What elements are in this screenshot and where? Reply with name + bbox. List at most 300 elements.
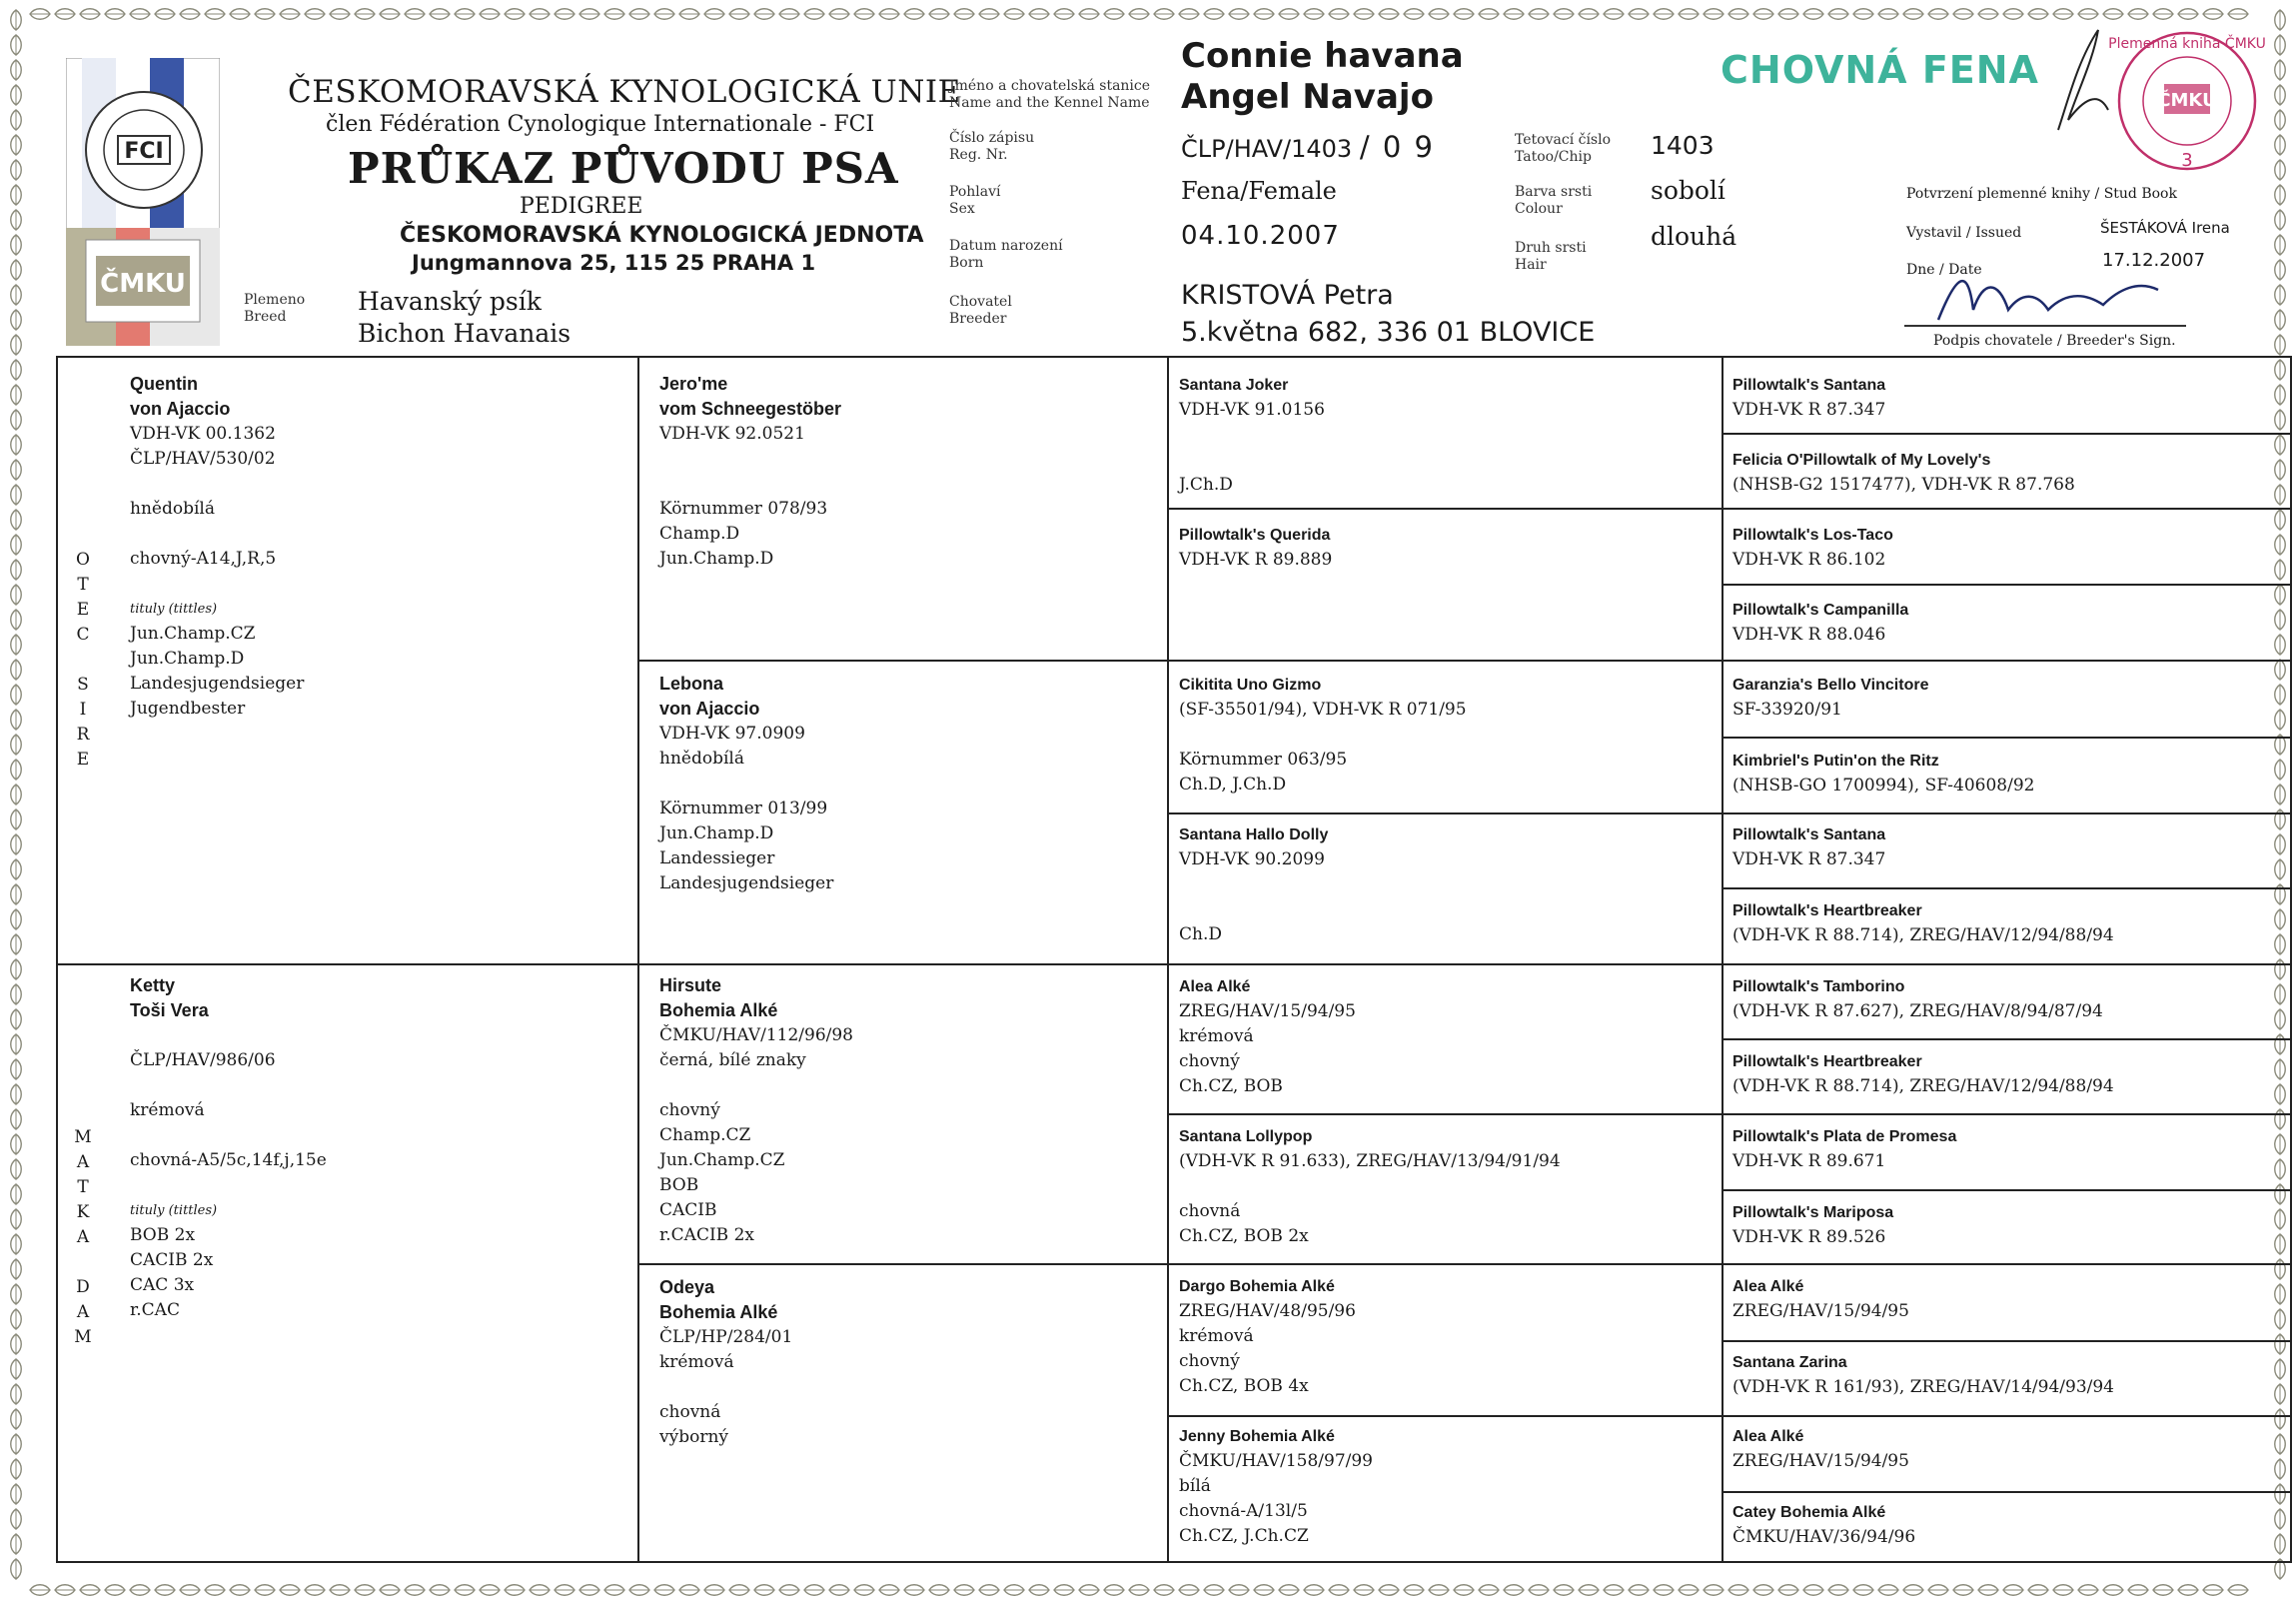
gen4-cell-12: Alea Alké ZREG/HAV/15/94/95 <box>1732 1278 1909 1321</box>
studbook-confirm-label: Potvrzení plemenné knihy / Stud Book <box>1906 186 2177 202</box>
border-leaf <box>355 9 375 20</box>
gen4-cell-5: Kimbriel's Putin'on the Ritz (NHSB-GO 1700994), SF-40608/92 <box>1732 753 2035 796</box>
side-label-otec: O T E C S I R E <box>76 550 90 770</box>
border-leaf <box>2203 1585 2223 1596</box>
border-leaf <box>180 1585 200 1596</box>
border-leaf <box>11 585 22 605</box>
divider-gen4-4 <box>1722 887 2292 889</box>
border-leaf <box>11 1409 22 1429</box>
border-leaf <box>1154 9 1174 20</box>
border-leaf <box>380 1585 400 1596</box>
border-leaf <box>11 1459 22 1479</box>
border-leaf <box>11 1084 22 1104</box>
border-leaf <box>11 884 22 904</box>
tattoo-value: 1403 <box>1651 131 1715 160</box>
border-leaf <box>11 310 22 330</box>
gen4-cell-14: Alea Alké ZREG/HAV/15/94/95 <box>1732 1428 1909 1471</box>
hair-value: dlouhá <box>1651 222 1737 251</box>
border-leaf <box>1903 9 1923 20</box>
fci-cmku-logo <box>66 58 220 346</box>
border-leaf <box>80 9 100 20</box>
dog-name: Connie havana Angel Navajo <box>1181 36 1464 117</box>
gen3-cell-3: Santana Hallo Dolly VDH-VK 90.2099 Ch.D <box>1179 826 1329 944</box>
border-leaf <box>330 1585 350 1596</box>
border-leaf <box>11 285 22 305</box>
divider-gen2-b <box>637 1263 2292 1265</box>
border-leaf <box>555 1585 574 1596</box>
border-leaf <box>629 1585 649 1596</box>
border-leaf <box>2028 9 2048 20</box>
border-leaf <box>11 60 22 80</box>
gen4-cell-13: Santana Zarina (VDH-VK R 161/93), ZREG/HAV/14/94/93/94 <box>1732 1354 2115 1397</box>
border-leaf <box>305 9 325 20</box>
svg-text:ČMKU: ČMKU <box>2157 90 2217 111</box>
border-leaf <box>11 385 22 405</box>
gen4-cell-8: Pillowtalk's Tamborino (VDH-VK R 87.627), ZREG/HAV/8/94/87/94 <box>1732 978 2103 1021</box>
border-leaf <box>1379 9 1399 20</box>
border-leaf <box>11 85 22 105</box>
border-leaf <box>1304 1585 1324 1596</box>
org-name: ČESKOMORAVSKÁ KYNOLOGICKÁ UNIE <box>288 74 961 110</box>
border-leaf <box>11 809 22 829</box>
border-leaf <box>1853 1585 1873 1596</box>
border-leaf <box>11 360 22 380</box>
border-leaf <box>355 1585 375 1596</box>
gen4-cell-9: Pillowtalk's Heartbreaker (VDH-VK R 88.714), ZREG/HAV/12/94/88/94 <box>1732 1053 2114 1096</box>
dog-born: 04.10.2007 <box>1181 221 1340 251</box>
border-leaf <box>11 834 22 854</box>
border-leaf <box>1728 1585 1748 1596</box>
border-leaf <box>2275 285 2286 305</box>
border-leaf <box>1579 9 1599 20</box>
border-leaf <box>1454 1585 1474 1596</box>
border-leaf <box>2275 110 2286 130</box>
border-leaf <box>1828 1585 1848 1596</box>
border-leaf <box>30 1585 50 1596</box>
border-leaf <box>1704 1585 1723 1596</box>
border-leaf <box>230 9 250 20</box>
border-leaf <box>11 535 22 555</box>
border-leaf <box>654 1585 674 1596</box>
border-leaf <box>55 1585 75 1596</box>
org-unit: ČESKOMORAVSKÁ KYNOLOGICKÁ JEDNOTA <box>400 223 924 248</box>
divider-gen1 <box>637 356 639 1563</box>
border-leaf <box>1928 9 1948 20</box>
border-leaf <box>430 9 450 20</box>
gen4-cell-15: Catey Bohemia Alké ČMKU/HAV/36/94/96 <box>1732 1504 1916 1547</box>
border-leaf <box>1953 1585 1973 1596</box>
border-leaf <box>1978 9 1998 20</box>
signature-label: Podpis chovatele / Breeder's Sign. <box>1933 333 2176 349</box>
border-leaf <box>1029 9 1049 20</box>
doc-title: PRŮKAZ PŮVODU PSA <box>348 144 899 193</box>
border-leaf <box>2153 1585 2173 1596</box>
gen3-cell-7: Jenny Bohemia Alké ČMKU/HAV/158/97/99 bílá chovná-A/13l/5 Ch.CZ, J.Ch.CZ <box>1179 1428 1373 1546</box>
border-leaf <box>979 9 999 20</box>
border-leaf <box>954 9 974 20</box>
breeder-label: Chovatel Breeder <box>949 294 1012 327</box>
border-leaf <box>11 410 22 430</box>
studbook-seal <box>2108 28 2266 174</box>
issued-label: Vystavil / Issued <box>1906 225 2022 241</box>
border-leaf <box>579 9 599 20</box>
breeder-signature <box>1928 250 2168 330</box>
border-leaf <box>1179 1585 1199 1596</box>
border-leaf <box>2103 9 2123 20</box>
border-leaf <box>11 560 22 580</box>
gen3-cell-5: Santana Lollypop (VDH-VK R 91.633), ZREG/HAV/13/94/91/94 chovná Ch.CZ, BOB 2x <box>1179 1128 1561 1246</box>
border-leaf <box>480 1585 500 1596</box>
border-leaf <box>1654 1585 1674 1596</box>
border-leaf <box>2053 1585 2073 1596</box>
gen3-cell-4: Alea Alké ZREG/HAV/15/94/95 krémová chovný Ch.CZ, BOB <box>1179 978 1356 1096</box>
border-leaf <box>11 934 22 954</box>
border-leaf <box>1129 1585 1149 1596</box>
border-leaf <box>11 460 22 480</box>
sex-label: Pohlaví Sex <box>949 184 1001 217</box>
gen3-cell-6: Dargo Bohemia Alké ZREG/HAV/48/95/96 krémová chovný Ch.CZ, BOB 4x <box>1179 1278 1356 1396</box>
border-leaf <box>380 9 400 20</box>
divider-gen3-4 <box>1167 1415 2292 1417</box>
issued-by: ŠESTÁKOVÁ Irena <box>2100 219 2230 237</box>
border-leaf <box>929 9 949 20</box>
border-leaf <box>530 9 550 20</box>
border-leaf <box>779 9 799 20</box>
border-leaf <box>1978 1585 1998 1596</box>
border-leaf <box>2103 1585 2123 1596</box>
border-leaf <box>629 9 649 20</box>
border-leaf <box>2078 1585 2098 1596</box>
logo-fci-text: FCI <box>124 139 164 164</box>
border-leaf <box>679 9 699 20</box>
border-leaf <box>854 9 874 20</box>
border-leaf <box>2275 60 2286 80</box>
border-leaf <box>11 10 22 30</box>
border-leaf <box>155 9 175 20</box>
reg-number: ČLP/HAV/1403 / 0 9 <box>1181 130 1435 164</box>
border-leaf <box>1229 9 1249 20</box>
border-leaf <box>11 185 22 205</box>
issue-date: 17.12.2007 <box>2102 250 2206 271</box>
border-leaf <box>1704 9 1723 20</box>
border-leaf <box>505 9 525 20</box>
divider-gen3 <box>1722 356 1723 1563</box>
border-leaf <box>879 1585 899 1596</box>
border-leaf <box>1803 9 1823 20</box>
border-leaf <box>11 160 22 180</box>
border-leaf <box>1354 1585 1374 1596</box>
border-leaf <box>1404 9 1424 20</box>
border-leaf <box>11 435 22 455</box>
border-leaf <box>255 1585 275 1596</box>
border-leaf <box>1853 9 1873 20</box>
border-leaf <box>480 9 500 20</box>
border-leaf <box>280 1585 300 1596</box>
gen2-cell-3: Odeya Bohemia Alké ČLP/HP/284/01 krémová chovná výborný <box>659 1277 793 1447</box>
border-leaf <box>779 1585 799 1596</box>
border-leaf <box>305 1585 325 1596</box>
border-leaf <box>804 1585 824 1596</box>
border-leaf <box>2028 1585 2048 1596</box>
border-leaf <box>2128 1585 2148 1596</box>
border-leaf <box>1679 1585 1699 1596</box>
border-leaf <box>1304 9 1324 20</box>
border-leaf <box>430 1585 450 1596</box>
border-leaf <box>1778 1585 1798 1596</box>
divider-gen4-7 <box>1722 1340 2292 1342</box>
border-leaf <box>2275 160 2286 180</box>
divider-sire-dam <box>56 963 2292 965</box>
name-label: Jméno a chovatelská stanice Name and the Kennel Name <box>949 78 1151 111</box>
border-leaf <box>1204 9 1224 20</box>
border-leaf <box>1254 9 1274 20</box>
border-leaf <box>505 1585 525 1596</box>
border-leaf <box>11 610 22 630</box>
divider-gen2-a <box>637 660 2292 662</box>
border-leaf <box>2153 9 2173 20</box>
breeding-female-stamp: CHOVNÁ FENA <box>1721 48 2039 92</box>
border-leaf <box>1604 9 1624 20</box>
breeder-info: KRISTOVÁ Petra 5.května 682, 336 01 BLOVICE <box>1181 280 1596 348</box>
border-leaf <box>1629 1585 1649 1596</box>
border-leaf <box>11 1284 22 1304</box>
border-leaf <box>1753 9 1773 20</box>
border-leaf <box>11 1334 22 1354</box>
border-leaf <box>11 210 22 230</box>
border-leaf <box>11 660 22 680</box>
border-leaf <box>2228 1585 2248 1596</box>
hair-label: Druh srsti Hair <box>1515 240 1587 273</box>
border-leaf <box>130 1585 150 1596</box>
border-leaf <box>11 1184 22 1204</box>
divider-gen2 <box>1167 356 1169 1563</box>
seal-number: 3 <box>2181 150 2193 171</box>
border-leaf <box>11 260 22 280</box>
border-leaf <box>2053 9 2073 20</box>
divider-gen4-3 <box>1722 737 2292 739</box>
dog-sex: Fena/Female <box>1181 177 1337 205</box>
gen3-cell-2: Cikitita Uno Gizmo (SF-35501/94), VDH-VK R 071/95 Körnummer 063/95 Ch.D, J.Ch.D <box>1179 677 1467 795</box>
border-leaf <box>1554 1585 1574 1596</box>
border-leaf <box>55 9 75 20</box>
border-leaf <box>1229 1585 1249 1596</box>
border-leaf <box>604 1585 624 1596</box>
divider-gen4-5 <box>1722 1038 2292 1040</box>
border-leaf <box>11 135 22 155</box>
divider-gen3-1 <box>1167 508 2292 510</box>
border-leaf <box>205 1585 225 1596</box>
border-leaf <box>829 9 849 20</box>
border-leaf <box>11 1259 22 1279</box>
border-leaf <box>1279 9 1299 20</box>
border-leaf <box>1104 9 1124 20</box>
border-leaf <box>1004 9 1024 20</box>
border-leaf <box>11 1534 22 1554</box>
border-leaf <box>1204 1585 1224 1596</box>
border-leaf <box>555 9 574 20</box>
gen3-cell-0: Santana Joker VDH-VK 91.0156 J.Ch.D <box>1179 377 1325 495</box>
border-leaf <box>1129 9 1149 20</box>
border-leaf <box>1953 9 1973 20</box>
border-leaf <box>11 1309 22 1329</box>
border-leaf <box>904 1585 924 1596</box>
border-leaf <box>654 9 674 20</box>
colour-value: sobolí <box>1651 176 1725 205</box>
dam-cell: Ketty Toši Vera ČLP/HAV/986/06 krémová chovná-A5/5c,14f,j,15e tituly (tittles) BOB 2x CACIB 2x CAC 3x r.CAC <box>130 975 327 1320</box>
border-leaf <box>579 1585 599 1596</box>
border-leaf <box>205 9 225 20</box>
border-leaf <box>11 984 22 1004</box>
gen2-cell-0: Jero'me vom Schneegestöber VDH-VK 92.0521 Körnummer 078/93 Champ.D Jun.Champ.D <box>659 374 842 569</box>
border-leaf <box>80 1585 100 1596</box>
border-leaf <box>2275 135 2286 155</box>
border-leaf <box>2128 9 2148 20</box>
border-leaf <box>11 1059 22 1079</box>
border-leaf <box>11 1384 22 1404</box>
divider-gen3-2 <box>1167 812 2292 814</box>
border-leaf <box>804 9 824 20</box>
border-leaf <box>11 635 22 655</box>
border-leaf <box>11 959 22 979</box>
gen4-cell-11: Pillowtalk's Mariposa VDH-VK R 89.526 <box>1732 1204 1894 1247</box>
border-leaf <box>2078 9 2098 20</box>
gen4-cell-6: Pillowtalk's Santana VDH-VK R 87.347 <box>1732 826 1886 869</box>
border-leaf <box>180 9 200 20</box>
gen3-cell-1: Pillowtalk's Querida VDH-VK R 89.889 <box>1179 527 1333 570</box>
gen4-cell-2: Pillowtalk's Los-Taco VDH-VK R 86.102 <box>1732 527 1893 570</box>
border-leaf <box>11 335 22 355</box>
border-leaf <box>2203 9 2223 20</box>
border-leaf <box>679 1585 699 1596</box>
border-leaf <box>405 1585 425 1596</box>
border-leaf <box>11 685 22 705</box>
border-leaf <box>954 1585 974 1596</box>
border-leaf <box>704 9 724 20</box>
breed-value: Havanský psík Bichon Havanais <box>358 287 572 348</box>
gen4-cell-3: Pillowtalk's Campanilla VDH-VK R 88.046 <box>1732 602 1909 645</box>
border-leaf <box>1579 1585 1599 1596</box>
border-leaf <box>2275 335 2286 355</box>
border-leaf <box>1054 9 1074 20</box>
border-leaf <box>11 1559 22 1579</box>
divider-gen4-1 <box>1722 433 2292 435</box>
border-leaf <box>11 110 22 130</box>
border-leaf <box>929 1585 949 1596</box>
border-leaf <box>1828 9 1848 20</box>
border-leaf <box>2275 85 2286 105</box>
border-leaf <box>1529 9 1549 20</box>
border-leaf <box>1329 1585 1349 1596</box>
divider-gen4-6 <box>1722 1189 2292 1191</box>
tattoo-label: Tetovací číslo Tatoo/Chip <box>1515 132 1612 165</box>
border-leaf <box>829 1585 849 1596</box>
border-leaf <box>11 785 22 804</box>
border-leaf <box>11 1109 22 1129</box>
border-leaf <box>2003 1585 2023 1596</box>
gen4-cell-1: Felicia O'Pillowtalk of My Lovely's (NHSB-G2 1517477), VDH-VK R 87.768 <box>1732 452 2075 495</box>
border-leaf <box>455 9 475 20</box>
border-leaf <box>1429 1585 1449 1596</box>
border-leaf <box>1753 1585 1773 1596</box>
border-leaf <box>1154 1585 1174 1596</box>
border-leaf <box>11 735 22 755</box>
border-leaf <box>754 9 774 20</box>
border-leaf <box>1529 1585 1549 1596</box>
border-leaf <box>30 9 50 20</box>
border-leaf <box>530 1585 550 1596</box>
divider-gen4-2 <box>1722 584 2292 586</box>
gen2-cell-1: Lebona von Ajaccio VDH-VK 97.0909 hnědobílá Körnummer 013/99 Jun.Champ.D Landessieger Landesjugendsieger <box>659 674 834 893</box>
border-leaf <box>1928 1585 1948 1596</box>
border-leaf <box>1803 1585 1823 1596</box>
border-leaf <box>11 1209 22 1229</box>
colour-label: Barva srsti Colour <box>1515 184 1593 217</box>
border-leaf <box>455 1585 475 1596</box>
border-leaf <box>11 1134 22 1154</box>
border-leaf <box>904 9 924 20</box>
border-leaf <box>1504 1585 1524 1596</box>
border-leaf <box>1179 9 1199 20</box>
org-member: člen Fédération Cynologique Internationale - FCI <box>326 112 875 137</box>
border-leaf <box>1004 1585 1024 1596</box>
border-leaf <box>1728 9 1748 20</box>
border-leaf <box>1878 1585 1898 1596</box>
border-leaf <box>11 909 22 929</box>
border-leaf <box>11 1434 22 1454</box>
border-leaf <box>255 9 275 20</box>
border-leaf <box>1454 9 1474 20</box>
side-label-matka: M A T K A D A M <box>74 1127 92 1347</box>
born-label: Datum narození Born <box>949 238 1063 271</box>
border-leaf <box>1604 1585 1624 1596</box>
border-leaf <box>11 1484 22 1504</box>
border-leaf <box>2228 9 2248 20</box>
border-leaf <box>11 485 22 505</box>
border-leaf <box>1629 9 1649 20</box>
date-label: Dne / Date <box>1906 262 1982 278</box>
border-leaf <box>2275 35 2286 55</box>
border-leaf <box>1029 1585 1049 1596</box>
border-leaf <box>1079 1585 1099 1596</box>
border-leaf <box>11 1234 22 1254</box>
border-leaf <box>11 760 22 780</box>
border-leaf <box>11 1359 22 1379</box>
border-leaf <box>130 9 150 20</box>
border-leaf <box>2275 235 2286 255</box>
border-leaf <box>1479 1585 1499 1596</box>
doc-subtitle: PEDIGREE <box>520 194 643 219</box>
gen4-cell-0: Pillowtalk's Santana VDH-VK R 87.347 <box>1732 377 1886 420</box>
border-leaf <box>1379 1585 1399 1596</box>
border-leaf <box>1254 1585 1274 1596</box>
border-leaf <box>1329 9 1349 20</box>
seal-text: Plemenná kniha ČMKU <box>2108 36 2266 52</box>
border-leaf <box>729 1585 749 1596</box>
border-leaf <box>1654 9 1674 20</box>
border-leaf <box>105 9 125 20</box>
border-leaf <box>704 1585 724 1596</box>
border-leaf <box>754 1585 774 1596</box>
border-leaf <box>1504 9 1524 20</box>
divider-gen4-8 <box>1722 1491 2292 1493</box>
border-leaf <box>1878 9 1898 20</box>
border-leaf <box>155 1585 175 1596</box>
reg-label: Číslo zápisu Reg. Nr. <box>949 130 1035 163</box>
border-leaf <box>1479 9 1499 20</box>
border-leaf <box>11 235 22 255</box>
border-leaf <box>1903 1585 1923 1596</box>
border-leaf <box>1554 9 1574 20</box>
